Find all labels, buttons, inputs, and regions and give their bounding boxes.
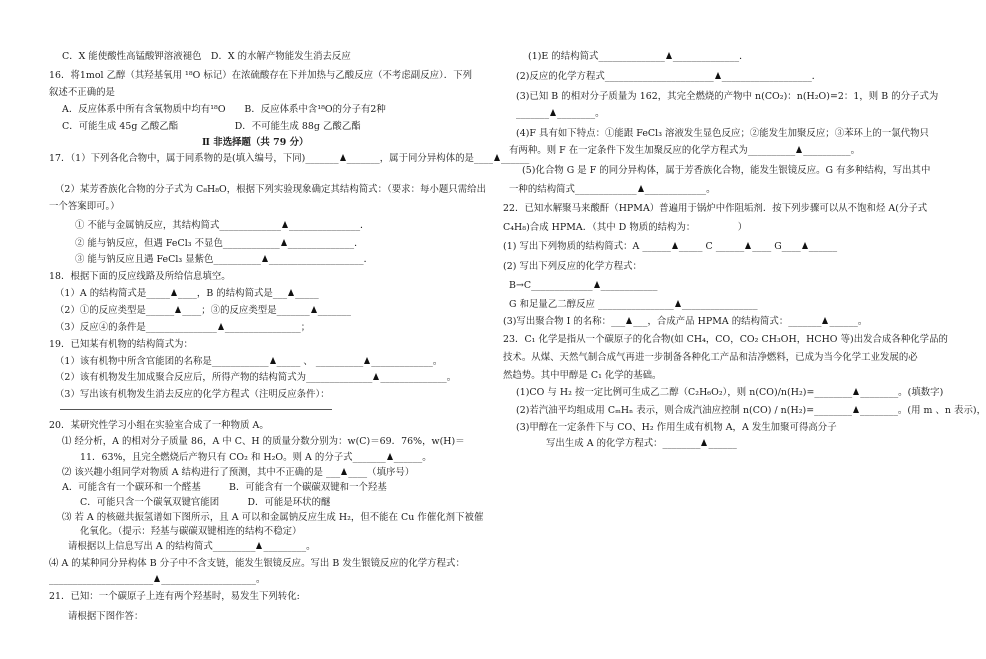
left-line-13: （1）A 的结构简式是_____ ____，B 的结构简式是___ _____ [55, 288, 319, 299]
left-line-18: （2）该有机物发生加成聚合反应后，所得产物的结构简式为______________ ______________。 [55, 372, 457, 383]
triangle-marker-icon [364, 357, 370, 364]
right-line-16: 技术。从煤、天然气制合成气再进一步制备各种化工产品和洁净燃料，已成为当今化学工业发展的必 [503, 352, 918, 363]
triangle-marker-icon [281, 239, 287, 246]
triangle-marker-icon [270, 357, 276, 364]
triangle-marker-icon [282, 221, 288, 228]
left-line-2: 叙述不正确的是 [49, 87, 115, 98]
right-line-7: 一种的结构简式_____________ _____________。 [509, 184, 716, 195]
left-line-14: （2）①的反应类型是______ ____；③的反应类型是_______ _______ [55, 305, 351, 316]
left-line-28: 请根据以上信息写出 A 的结构简式_________ _________。 [68, 541, 316, 552]
triangle-marker-icon [175, 306, 181, 313]
triangle-marker-icon [715, 72, 721, 79]
left-line-3: A．反应体系中所有含氧物质中均有¹⁸O B．反应体系中含¹⁸O的分子有2种 [62, 104, 386, 115]
triangle-marker-icon [745, 242, 751, 249]
left-line-10: ② 能与钠反应，但遇 FeCl₃ 不显色____________ ______________． [75, 238, 364, 249]
left-line-9: ① 不能与金属钠反应，其结构简式_____________ _______________． [75, 220, 370, 231]
right-line-2: (3)已知 B 的相对分子质量为 162，其完全燃烧的产物中 n(CO₂)：n(H₂O)=2：1，则 B 的分子式为 [516, 91, 939, 102]
left-line-22: 11．63%，且完全燃烧后产物只有 CO₂ 和 H₂O。则 A 的分子式_______ ______。 [80, 452, 432, 463]
left-line-15: （3）反应④的条件是_______________ ________________； [55, 322, 311, 333]
left-line-19: （3）写出该有机物发生消去反应的化学方程式（注明反应条件）： [55, 389, 330, 400]
right-line-18: (1)CO 与 H₂ 按一定比例可生成乙二醇（C₂H₆O₂），则 n(CO)/n(H₂)=________ ________。(填数字) [516, 387, 944, 398]
triangle-marker-icon [550, 109, 556, 116]
left-line-4: C．可能生成 45g 乙酸乙酯 D．不可能生成 88g 乙酸乙酯 [62, 121, 361, 132]
right-line-8: 22．已知水解聚马来酸酐（HPMA）普遍用于锅炉中作阻垢剂．按下列步骤可以从不饱和烃 A(分子式 [503, 203, 928, 214]
left-line-32: 请根据下图作答： [68, 611, 144, 622]
left-line-29: ⑷ A 的某种同分异构体 B 分子中不含支链，能发生银镜反应。写出 B 发生银镜反应的化学方程式： [49, 558, 465, 569]
triangle-marker-icon [154, 575, 160, 582]
left-line-0: C．X 能使酸性高锰酸钾溶液褪色 D．X 的水解产物能发生消去反应 [62, 51, 351, 62]
left-line-20: 20．某研究性学习小组在实验室合成了一种物质 A。 [49, 420, 269, 431]
right-line-17: 然趋势。其中甲醇是 C₁ 化学的基础。 [503, 370, 662, 381]
triangle-marker-icon [341, 468, 347, 475]
left-line-30: ______________________ ____________________。 [49, 574, 266, 585]
triangle-marker-icon [494, 154, 500, 161]
triangle-marker-icon [701, 439, 707, 446]
triangle-marker-icon [796, 146, 802, 153]
triangle-marker-icon [288, 289, 294, 296]
triangle-marker-icon [675, 300, 681, 307]
left-line-23: ⑵ 该兴趣小组同学对物质 A 结构进行了预测，其中不正确的是 ___ ____（填序号） [62, 467, 415, 478]
triangle-marker-icon [262, 255, 268, 262]
left-line-8: 一个答案即可。） [49, 201, 120, 212]
triangle-marker-icon [311, 306, 317, 313]
left-line-11: ③ 能与钠反应且遇 FeCl₃ 显紫色__________ ____________________． [75, 254, 374, 265]
right-line-0: (1)E 的结构简式______________ ______________． [528, 51, 749, 62]
right-line-9: C₄H₈)合成 HPMA．（其中 D 物质的结构为： ） [503, 222, 748, 233]
left-line-25: C．可能只含一个碳氧双键官能团 D．可能是环状的醚 [80, 497, 331, 508]
triangle-marker-icon [594, 281, 600, 288]
triangle-marker-icon [373, 373, 379, 380]
left-line-12: 18．根据下面的反应线路及所给信息填空。 [49, 271, 231, 282]
left-line-31: 21．已知：一个碳原子上连有两个羟基时，易发生下列转化: [49, 591, 300, 602]
right-line-12: B→C_____________ ____________ [509, 280, 658, 291]
right-line-5: 有两种。则 F 在一定条件下发生加聚反应的化学方程式为__________ __________。 [509, 145, 861, 156]
left-line-6: 17．（1）下列各化合物中，属于同系物的是(填入编号，下同)_______ _______，属于同分异构体的是____ ______ [49, 153, 530, 164]
triangle-marker-icon [638, 185, 644, 192]
answer-line-19-3 [60, 409, 332, 410]
left-line-27: 化氧化。（提示：羟基与碳碳双键相连的结构不稳定） [80, 526, 302, 537]
triangle-marker-icon [802, 242, 808, 249]
left-line-16: 19．已知某有机物的结构简式为： [49, 339, 193, 350]
right-line-4: (4)F 具有如下特点：①能跟 FeCl₃ 溶液发生显色反应；②能发生加聚反应；③苯环上的一氯代物只 [516, 128, 929, 139]
right-line-21: 写出生成 A 的化学方程式：________ ______ [546, 438, 737, 449]
right-line-15: 23．C₁ 化学是指从一个碳原子的化合物(如 CH₄，CO，CO₂ CH₃OH，HCHO 等)出发合成各种化学品的 [503, 334, 948, 345]
left-line-17: （1）该有机物中所含官能团的名称是____________ _____ 、 __________ _____________。 [55, 356, 443, 367]
triangle-marker-icon [387, 453, 393, 460]
left-line-7: （2）某芳香族化合物的分子式为 C₈H₈O，根据下列实验现象确定其结构简式：（要求：每小题只需给出 [55, 184, 487, 195]
triangle-marker-icon [626, 317, 632, 324]
right-line-20: (3)甲醇在一定条件下与 CO、H₂ 作用生成有机物 A，A 发生加聚可得高分子 [516, 422, 837, 433]
right-line-6: (5)化合物 G 是 F 的同分异构体，属于芳香族化合物，能发生银镜反应。G 有多种结构，写出其中 [522, 165, 931, 176]
right-line-10: (1) 写出下列物质的结构简式：A ______ _____ C ______ ____ G____ ______ [503, 241, 838, 252]
triangle-marker-icon [672, 242, 678, 249]
left-line-5: Ⅱ 非选择题（共 79 分） [202, 137, 309, 148]
triangle-marker-icon [853, 406, 859, 413]
right-line-19: (2)若汽油平均组成用 CₘHₙ 表示，则合成汽油应控制 n(CO) / n(H₂)=________ ________。(用 m 、n 表示)， [516, 405, 986, 416]
triangle-marker-icon [256, 542, 262, 549]
triangle-marker-icon [340, 154, 346, 161]
right-line-3: _______ ________。 [516, 108, 605, 119]
triangle-marker-icon [666, 52, 672, 59]
triangle-marker-icon [171, 289, 177, 296]
right-line-13: G 和足量乙二醇反应 ________________ ________________ [509, 299, 758, 310]
left-line-26: ⑶ 若 A 的核磁共振氢谱如下图所示，且 A 可以和金属钠反应生成 H₂，但不能在 Cu 作催化剂下被催 [62, 512, 484, 523]
triangle-marker-icon [218, 323, 224, 330]
triangle-marker-icon [853, 388, 859, 395]
right-line-11: (2) 写出下列反应的化学方程式： [503, 261, 642, 272]
left-line-24: A．可能含有一个碳环和一个醛基 B．可能含有一个碳碳双键和一个羟基 [62, 482, 387, 493]
right-line-1: (2)反应的化学方程式_______________________ ___________________． [516, 71, 822, 82]
left-line-21: ⑴ 经分析，A 的相对分子质量 86，A 中 C、H 的质量分数分别为：w(C)＝69．76%，w(H)＝ [62, 436, 465, 447]
triangle-marker-icon [822, 317, 828, 324]
right-line-14: (3)写出聚合物 I 的名称：___ ___，合成产品 HPMA 的结构简式：_______ ______。 [503, 316, 868, 327]
left-line-1: 16．将1mol 乙醇（其羟基氧用 ¹⁸O 标记）在浓硫酸存在下并加热与乙酸反应（不考虑副反应）．下列 [49, 70, 473, 81]
